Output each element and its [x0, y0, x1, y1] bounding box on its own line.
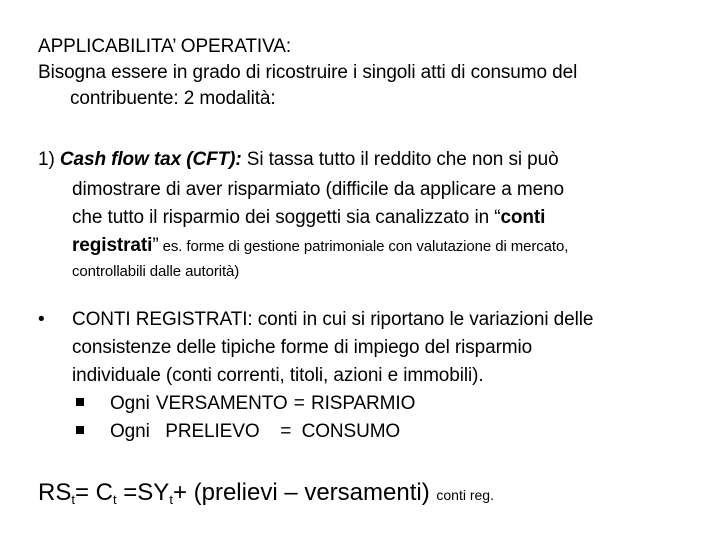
intro-line-1: Bisogna essere in grado di ricostruire i singoli atti di consumo del — [38, 62, 578, 83]
point-1-line-4 — [72, 233, 568, 260]
formula-tail: conti reg. — [436, 487, 494, 503]
point-1-text-4a: registrati — [72, 235, 153, 256]
sub-item-2: Ogni PRELIEVO = CONSUMO — [110, 421, 401, 442]
point-1-line-1 — [38, 147, 559, 173]
sub-item-1: Ogni VERSAMENTO = RISPARMIO — [110, 393, 416, 414]
formula-subscript: t — [112, 492, 117, 507]
formula-subscript: t — [71, 492, 75, 507]
point-1-text-1: Si tassa tutto il reddito che non si può — [246, 149, 559, 170]
bullet-line-2: consistenze delle tipiche forme di impiego del risparmio — [72, 337, 533, 358]
point-1-number: 1) — [38, 149, 55, 170]
formula — [38, 477, 494, 516]
point-1-line-5: controllabili dalle autorità) — [72, 263, 240, 280]
bullet-line-3: individuale (conti correnti, titoli, azioni e immobili). — [72, 365, 484, 386]
point-1-line-2: dimostrare di aver risparmiato (difficile da applicare a meno — [72, 179, 564, 200]
formula-syt: =SY — [116, 479, 170, 506]
point-1-text-4b: ” — [152, 235, 159, 256]
point-1-text-4c: es. forme di gestione patrimoniale con valutazione di mercato, — [158, 238, 569, 255]
point-1-line-3 — [72, 205, 545, 231]
square-bullet-icon — [76, 426, 84, 434]
formula-subscript: t — [169, 492, 173, 507]
slide-title: APPLICABILITA’ OPERATIVA: — [38, 36, 292, 57]
formula-rs: RS — [38, 479, 72, 506]
formula-rest: + (prelievi – versamenti) — [172, 479, 437, 506]
bullet-line-1: CONTI REGISTRATI: conti in cui si riportano le variazioni delle — [72, 309, 594, 330]
bullet-icon: • — [38, 309, 45, 330]
intro-line-2: contribuente: 2 modalità: — [70, 88, 276, 109]
point-1-text-3b: conti — [500, 207, 546, 228]
formula-ct: = C — [74, 479, 113, 506]
point-1-term: Cash flow tax (CFT): — [59, 149, 242, 170]
square-bullet-icon — [76, 398, 84, 406]
point-1-text-3a: che tutto il risparmio dei soggetti sia canalizzato in “ — [72, 207, 501, 228]
